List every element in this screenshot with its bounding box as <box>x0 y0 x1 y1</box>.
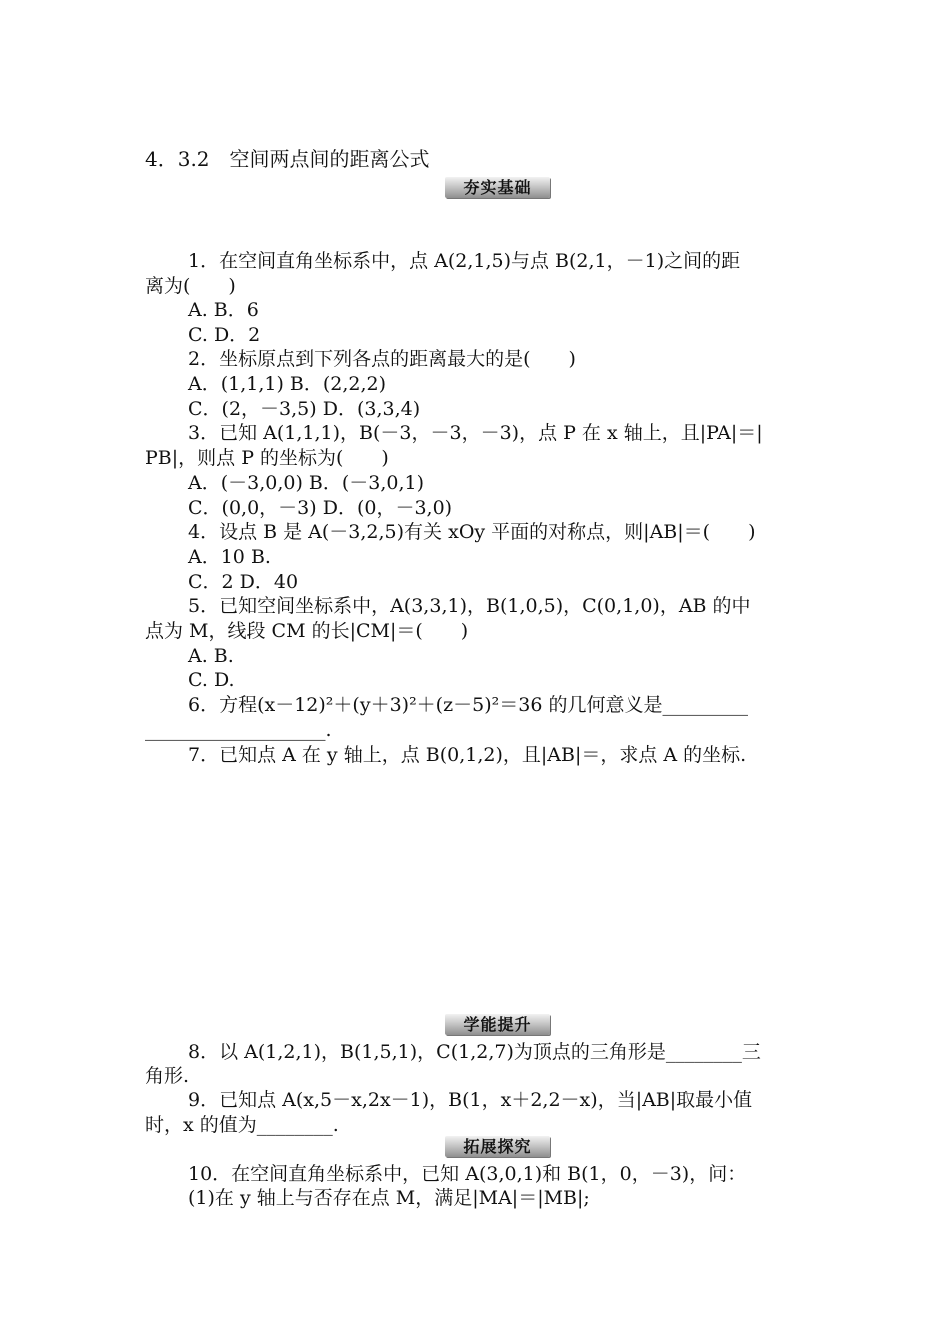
q3-options-cd: C．(0,0，－3) D．(0，－3,0) <box>188 497 453 519</box>
banner-improve: 学能提升 <box>445 1014 550 1035</box>
q5-line2: 点为 M，线段 CM 的长|CM|＝( ) <box>145 620 469 642</box>
q10-part1: (1)在 y 轴上与否存在点 M，满足|MA|＝|MB|; <box>188 1187 590 1209</box>
q7-line1: 7．已知点 A 在 y 轴上，点 B(0,1,2)，且|AB|＝，求点 A 的坐标. <box>188 744 747 766</box>
q2-line1: 2．坐标原点到下列各点的距离最大的是( ) <box>188 348 576 370</box>
q3-line2: PB|，则点 P 的坐标为( ) <box>145 447 389 469</box>
q4-line1: 4．设点 B 是 A(－3,2,5)有关 xOy 平面的对称点，则|AB|＝( ) <box>188 521 756 543</box>
q3-options-ab: A．(－3,0,0) B．(－3,0,1) <box>188 472 425 494</box>
q2-options-cd: C．(2，－3,5) D．(3,3,4) <box>188 398 421 420</box>
q5-options-cd: C. D. <box>188 669 235 691</box>
q1-options-ab: A. B．6 <box>188 299 259 321</box>
q9-line2: 时，x 的值为________. <box>145 1114 339 1136</box>
q1-line1: 1．在空间直角坐标系中，点 A(2,1,5)与点 B(2,1，－1)之间的距 <box>188 250 741 272</box>
q10-line1: 10．在空间直角坐标系中，已知 A(3,0,1)和 B(1，0，－3)，问： <box>188 1163 747 1185</box>
q1-line2: 离为( ) <box>145 275 236 297</box>
q1-options-cd: C. D．2 <box>188 324 261 346</box>
q9-line1: 9．已知点 A(x,5－x,2x－1)，B(1，x＋2,2－x)，当|AB|取最小值 <box>188 1089 753 1111</box>
q5-line1: 5．已知空间坐标系中，A(3,3,1)，B(1,0,5)，C(0,1,0)，AB 的中 <box>188 595 751 617</box>
q8-line1: 8．以 A(1,2,1)，B(1,5,1)，C(1,2,7)为顶点的三角形是________三 <box>188 1041 761 1063</box>
q4-options-ab: A．10 B. <box>188 546 271 568</box>
q8-line2: 角形. <box>145 1065 190 1087</box>
q6-line1: 6．方程(x－12)²＋(y＋3)²＋(z－5)²＝36 的几何意义是_________ <box>188 694 748 716</box>
section-title: 4．3.2 空间两点间的距离公式 <box>145 147 430 171</box>
q2-options-ab: A．(1,1,1) B．(2,2,2) <box>188 373 387 395</box>
q6-line2: ___________________. <box>145 719 332 741</box>
banner-extend: 拓展探究 <box>445 1136 550 1157</box>
q5-options-ab: A. B. <box>188 645 234 667</box>
q3-line1: 3．已知 A(1,1,1)，B(－3，－3，－3)，点 P 在 x 轴上，且|PA|＝| <box>188 422 763 444</box>
banner-basic: 夯实基础 <box>445 177 550 198</box>
q4-options-cd: C．2 D．40 <box>188 571 299 593</box>
